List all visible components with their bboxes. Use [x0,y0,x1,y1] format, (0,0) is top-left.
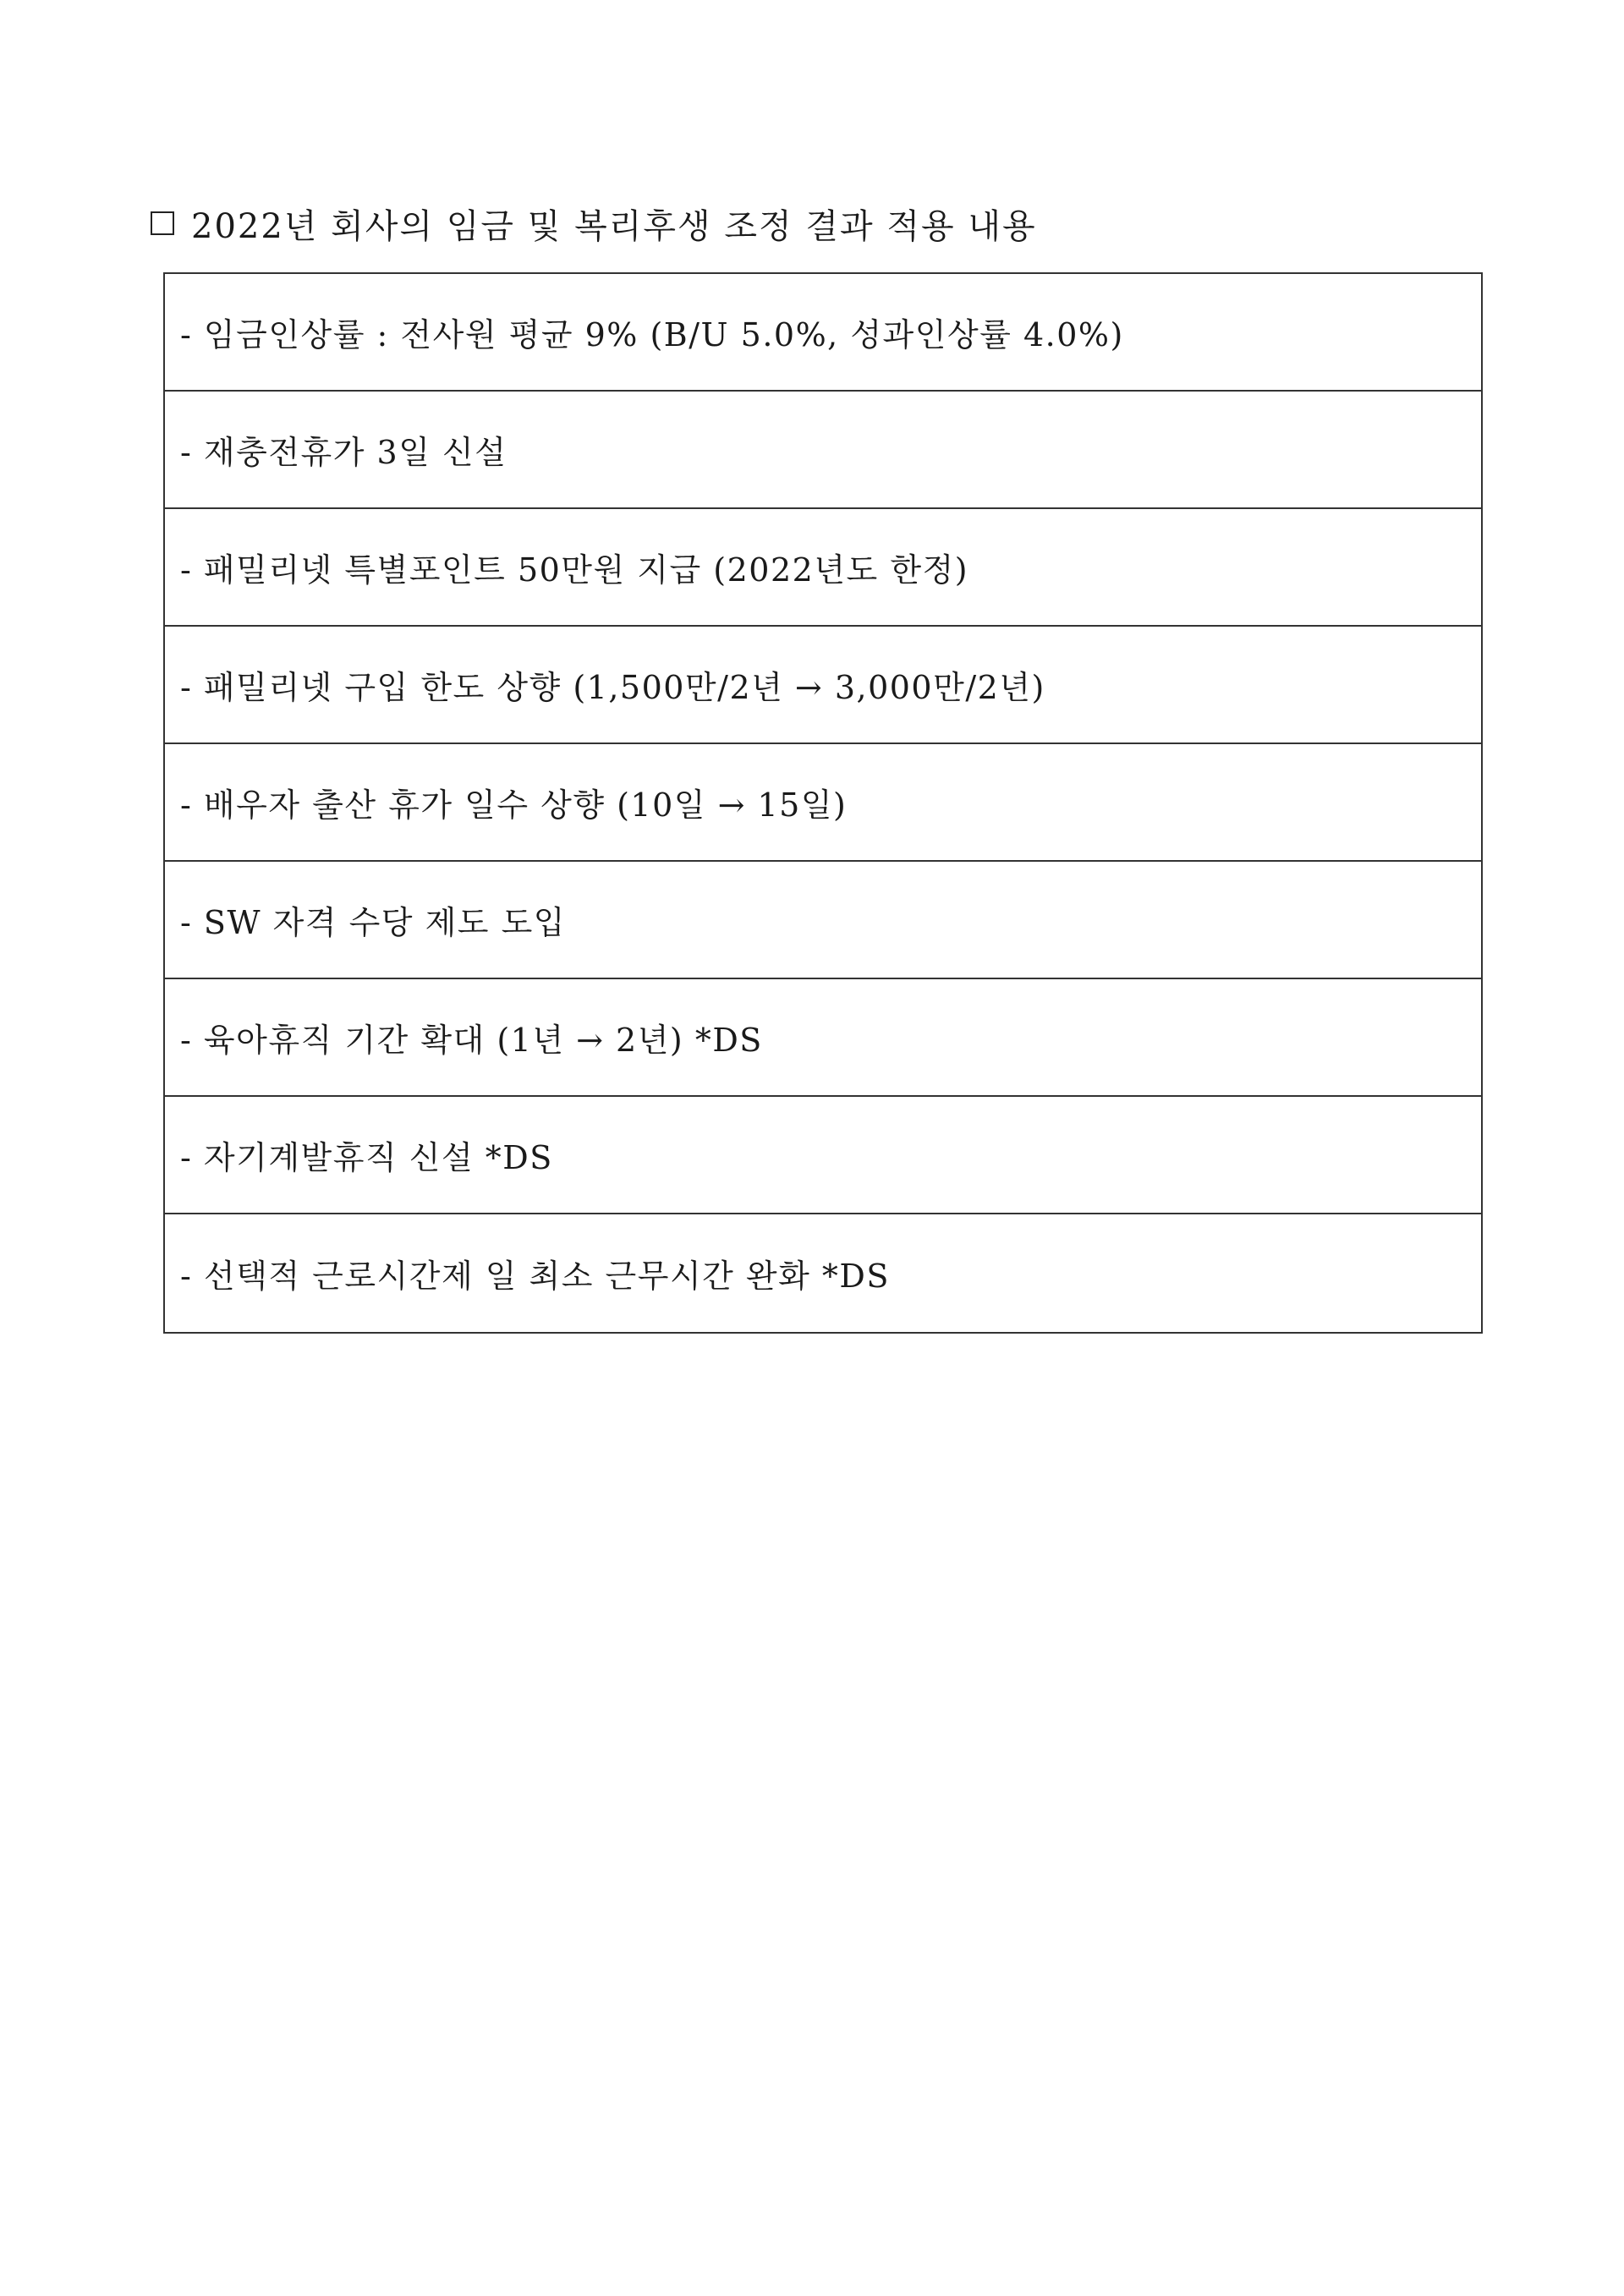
list-item: - 임금인상률 : 전사원 평균 9% (B/U 5.0%, 성과인상률 4.0%) [165,274,1481,392]
list-item: - 육아휴직 기간 확대 (1년 → 2년) *DS [165,979,1481,1097]
heading-text: 2022년 회사의 임금 및 복리후생 조정 결과 적용 내용 [191,206,1037,246]
section-heading [151,196,1037,250]
list-item: - SW 자격 수당 제도 도입 [165,862,1481,979]
list-item: - 선택적 근로시간제 일 최소 근무시간 완화 *DS [180,1258,890,1295]
checkbox-icon [151,211,174,235]
list-item: - 패밀리넷 특별포인트 50만원 지급 (2022년도 한정) [165,509,1481,627]
list-item: - 배우자 출산 휴가 일수 상향 (10일 → 15일) [165,744,1481,862]
benefit-list [163,272,1483,1334]
list-item: - 자기계발휴직 신설 *DS [165,1097,1481,1214]
list-item: - 패밀리넷 구입 한도 상향 (1,500만/2년 → 3,000만/2년) [165,627,1481,744]
list-item: - 재충전휴가 3일 신설 [165,392,1481,509]
